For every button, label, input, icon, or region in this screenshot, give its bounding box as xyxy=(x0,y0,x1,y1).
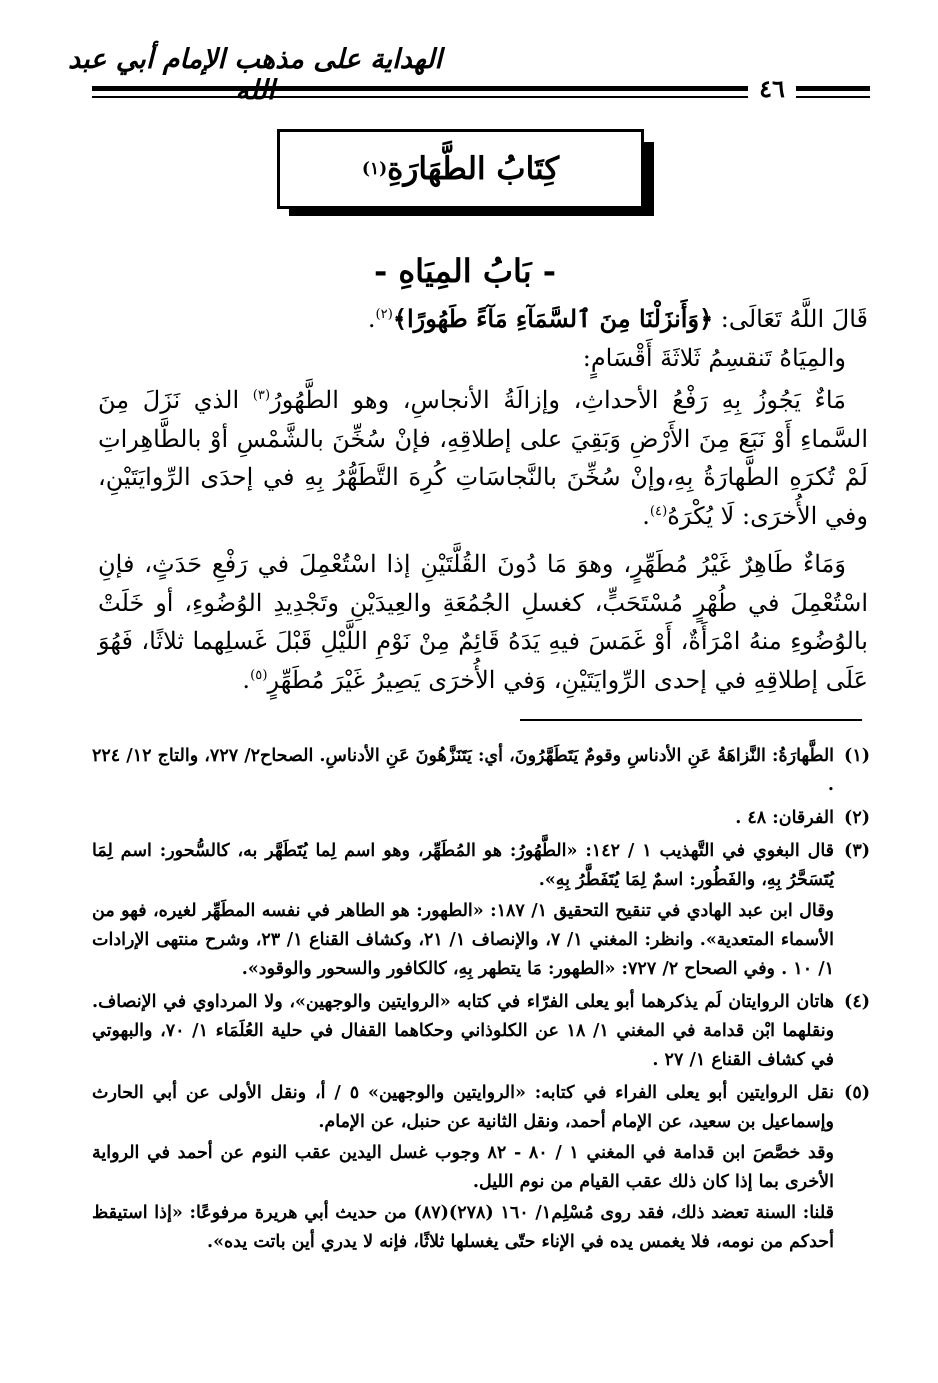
main-text xyxy=(98,300,868,709)
footnote-text: الفرقان: ٤٨ . xyxy=(735,808,834,828)
footnote-2 xyxy=(92,804,870,833)
paragraph-1-part-a: مَاءٌ يَجُوزُ بِهِ رَفْعُ الأحداثِ، وإزالَةُ الأنجاسِ، وهو الطَّهُورُ xyxy=(270,386,847,414)
paragraph-2-text: وَمَاءٌ طَاهِرٌ غَيْرُ مُطَهِّرٍ، وهوَ مَا دُونَ القُلَّتَيْنِ إذا اسْتُعْمِلَ في رَفْعِ حَدَثٍ، فإنِ اسْتُعْمِلَ في طُهْرٍ مُسْتَحَبٍّ، كغسلِ الجُمُعَةِ والعِيدَيْنِ وتَجْدِيدِ الوُضُوءِ، أو خَلَتْ بالوُضُوءِ منهُ امْرَأَةٌ، أَوْ غَمَسَ فيهِ يَدَهُ قَائِمٌ مِنْ نَوْمِ اللَّيْلِ قَبْلَ غَسلِهما ثلاثًا، فَهُوَ عَلَى إطلاقِهِ في إحدى الرِّوايَتَيْنِ، وَفي الأُخرَى يَصِيرُ غَيْرَ مُطَهِّرٍ xyxy=(98,550,868,694)
footnote-separator xyxy=(520,719,862,721)
footnote-number: (٥) xyxy=(844,1083,870,1103)
footnote-text: وقال ابن عبد الهادي في تنقيح التحقيق ١/ ١٨٧: «الطهور: هو الطاهر في نفسه المطَهِّر لغيره، فهو من الأسماء المتعدية». وانظر: المغني ١/ ٧، والإنصاف ١/ ٢١، وكشاف القناع ١/ ٢٣، وشرح منتهى الإرادات ١/ ١٠ . وفي الصحاح ٢/ ٧٢٧: «الطهور: مَا يتطهر بِهِ، كالكافور والسحور والوقود». xyxy=(92,901,835,979)
footnote-1 xyxy=(92,742,870,800)
paragraph-1-part-b: الذي نَزَلَ مِنَ السَّماءِ أَوْ نَبَعَ مِنَ الأَرْضِ وَبَقِيَ على إطلاقِهِ، فإنْ سُخِّنَ بالشَّمْسِ أوْ بالطَّاهِراتِ لَمْ تُكرَهِ الطَّهارَةُ بِهِ،وإنْ سُخِّنَ بالنَّجاسَاتِ كُرِهَ التَّطَهُّرُ بِهِ في إحدَى الرِّوايَتَيْنِ، وفي الأُخرَى: لَا يُكْرَهُ xyxy=(98,386,868,530)
footnote-number: (١) xyxy=(844,746,870,766)
footnote-5 xyxy=(92,1079,870,1257)
paragraph-clean-water xyxy=(98,545,868,699)
verse-end: . xyxy=(367,305,376,333)
book-title: كِتَابُ الطَّهَارَةِ (١) xyxy=(361,151,560,187)
book-title-text: كِتَابُ الطَّهَارَةِ xyxy=(387,151,560,187)
footnote-number: (٣) xyxy=(844,841,870,861)
footnote-ref-4: (٤) xyxy=(649,503,668,519)
footnote-text: الطَّهارَةُ: النَّزاهَةُ عَنِ الأدناسِ وقومٌ يَتَطَهَّرُونَ، أي: يَتَنَزَّهُونَ عَنِ الأدناسِ. الصحاح٢/ ٧٢٧، والتاج ١٢/ ٢٢٤ . xyxy=(92,746,835,795)
footnote-number: (٢) xyxy=(844,808,870,828)
footnote-number: (٤) xyxy=(844,992,870,1012)
division-paragraph: والمِيَاهُ تَنقسِمُ ثَلاثَةَ أَقْسَامٍ: xyxy=(582,343,846,372)
paragraph-pure-water xyxy=(98,381,868,535)
running-title: الهداية على مذهب الإمام أبي عبد xyxy=(67,44,443,75)
footnote-ref-5: (٥) xyxy=(250,667,268,683)
paragraph-2-end: . xyxy=(242,665,251,694)
footnote-text: نقل الروايتين أبو يعلى الفراء في كتابه: «الروايتين والوجهين» ٥ / أ، ونقل الأولى عن أبي الحارث وإسماعيل بن سعيد، عن الإمام أحمد، ونقل الثانية عن حنبل، عن الإمام. xyxy=(92,1083,834,1132)
book-title-box xyxy=(277,129,644,209)
footnotes xyxy=(92,742,870,1261)
footnote-text: قلنا: السنة تعضد ذلك، فقد روى مُسْلِم١/ ١٦٠ (٢٧٨)(٨٧) من حديث أبي هريرة مرفوعًا: «إذا استيقظ أحدكم من نومه، فلا يغمس يده في الإناء حتّى يغسلها ثلاثًا، فإنه لا يدري أين باتت يده». xyxy=(92,1203,834,1252)
footnote-text: هاتان الروايتان لَم يذكرهما أبو يعلى الفرّاء في كتابه «الروايتين والوجهين»، ولا المرداوي في الإنصاف. ونقلهما ابْن قدامة في المغني ١/ ١٨ عن الكلوذاني وحكاهما القفال في حلية العُلَمَاء ١/ ٧٠، والبهوتي في كشاف القناع ١/ ٢٧ . xyxy=(92,992,835,1070)
chapter-title: - بَابُ المِيَاهِ - xyxy=(373,252,557,290)
verse-intro: قَالَ اللَّهُ تَعَالَى: xyxy=(713,305,868,333)
footnote-ref-3: (٣) xyxy=(252,388,271,403)
verse-paragraph xyxy=(98,300,868,339)
footnote-4 xyxy=(92,988,870,1075)
footnote-3 xyxy=(92,837,870,984)
paragraph-1-end: . xyxy=(642,501,650,530)
footnote-text: قال البغوي في التَّهذيب ١ / ١٤٢: «الطَّهُورُ: هو المُطَهِّر، وهو اسم لِما يُتَطَهَّر به، كالسُّحور: اسم لِمَا يُتَسَحَّرُ بِهِ، والفَطُور: اسمٌ لِمَا يُتَفَطَّرُ بِهِ». xyxy=(92,841,835,890)
page-number: ٤٦ xyxy=(748,74,796,104)
footnote-ref-2: (٢) xyxy=(375,307,393,322)
footnote-text: وقد خصَّصَ ابن قدامة في المغني ١ / ٨٠ - ٨٢ وجوب غسل اليدين عقب النوم عن أحمد في الرواية الأخرى بما إذا كان ذلك عقب القيام من نوم الليل. xyxy=(92,1143,834,1192)
quran-verse: ﴿وَأَنزَلْنَا مِنَ ٱلسَّمَآءِ مَآءً طَهُورًا﴾ xyxy=(392,304,714,333)
